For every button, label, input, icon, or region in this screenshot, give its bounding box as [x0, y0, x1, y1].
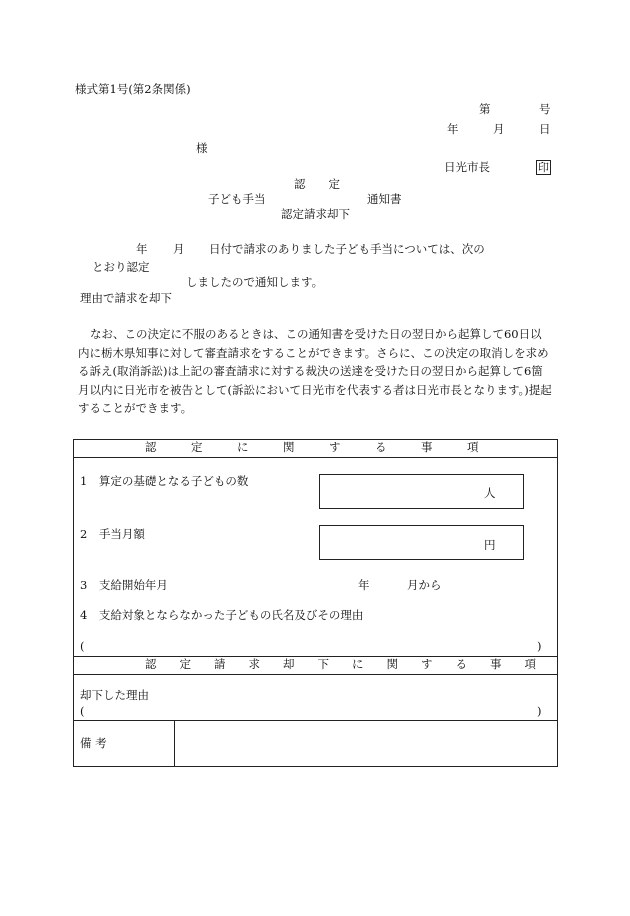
item1-unit: 人	[484, 486, 496, 500]
title-bottom: 認定請求却下	[281, 207, 350, 221]
remarks-label: 備 考	[80, 736, 107, 750]
section1-header: 認 定 に 関 す る 事 項	[145, 440, 479, 454]
intro-year: 年	[136, 242, 148, 256]
notice-paragraph: なお、この決定に不服のあるときは、この通知書を受けた日の翌日から起算して60日以内に栃木県知事に対して審査請求をすることができます。さらに、この決定の取消しを求める訴え(取消訴訟)は上記の審査請求に対する裁決の送達を受けた日の翌日から起算して6箇月以内に日光市を被告として(訴訟において日光市を代表する者は日光市長となります。)提起することができます。	[78, 327, 552, 415]
item1-label: 1 算定の基礎となる子どもの数	[80, 474, 249, 488]
item3-year: 年	[358, 578, 370, 592]
item3-label: 3 支給開始年月	[80, 578, 168, 592]
date-month: 月	[493, 122, 505, 136]
section2-header: 認 定 請 求 却 下 に 関 す る 事 項	[145, 657, 536, 671]
number-go: 号	[539, 102, 551, 116]
issuer-title: 日光市長	[444, 160, 490, 174]
intro-line1-rest: 日付で請求のありました子ども手当については、次の	[209, 242, 485, 256]
section1-header-rule	[73, 457, 558, 458]
remarks-top-rule	[73, 720, 558, 721]
title-main-right: 通知書	[367, 192, 402, 206]
rejection-close-paren: )	[537, 704, 542, 718]
item2-label: 2 手当月額	[80, 527, 145, 541]
form-label: 様式第1号(第2条関係)	[75, 82, 191, 96]
item4-label: 4 支給対象とならなかった子どもの氏名及びその理由	[80, 608, 364, 622]
item3-month-from: 月から	[407, 578, 442, 592]
item2-unit: 円	[484, 538, 496, 552]
section2-header-rule	[73, 674, 558, 675]
item4-close-paren: )	[537, 639, 542, 653]
number-dai: 第	[479, 102, 491, 116]
rejection-open-paren: (	[80, 704, 85, 718]
item4-open-paren: (	[80, 639, 85, 653]
rejection-label: 却下した理由	[80, 688, 149, 702]
intro-month: 月	[173, 242, 185, 256]
remarks-divider	[174, 720, 175, 767]
title-top: 認 定	[294, 177, 340, 191]
intro-option-lower: 理由で請求を却下	[80, 291, 172, 305]
addressee-honorific: 様	[196, 141, 208, 155]
title-main-left: 子ども手当	[208, 192, 266, 206]
date-day: 日	[539, 122, 551, 136]
date-year: 年	[447, 122, 459, 136]
intro-line2-rest: しましたので通知します。	[186, 275, 324, 289]
intro-option-upper: とおり認定	[92, 260, 150, 274]
seal-stamp: 印	[538, 161, 549, 174]
